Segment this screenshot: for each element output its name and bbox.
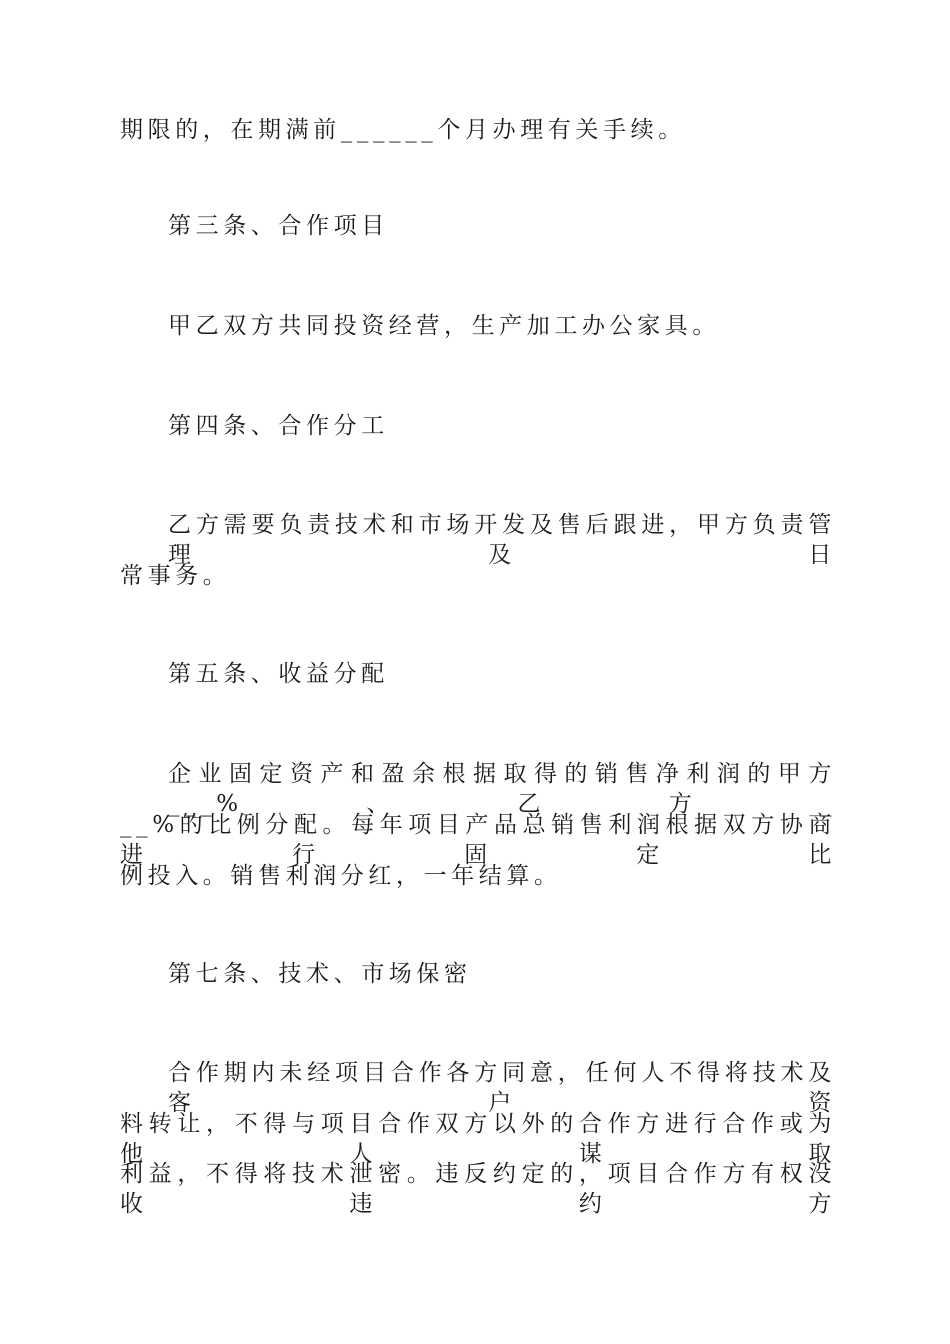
section-heading-5: 第五条、收益分配 [168, 661, 389, 687]
section-heading-7: 第七条、技术、市场保密 [168, 961, 472, 987]
paragraph-line: 企业固定资产和盈余根据取得的销售净利润的甲方___%、乙方_ [168, 761, 836, 817]
paragraph-line: 利益，不得将技术泄密。违反约定的，项目合作方有权没收违约方 [120, 1161, 836, 1217]
paragraph-line: 料转让，不得与项目合作双方以外的合作方进行合作或为他人谋取 [120, 1111, 836, 1167]
paragraph-line: __%的比例分配。每年项目产品总销售利润根据双方协商进行固定比 [120, 812, 836, 868]
paragraph-line: 乙方需要负责技术和市场开发及售后跟进，甲方负责管理及日 [168, 512, 836, 568]
paragraph-line: 期限的，在期满前______个月办理有关手续。 [120, 117, 686, 143]
paragraph-line: 甲乙双方共同投资经营，生产加工办公家具。 [168, 313, 720, 339]
paragraph-line: 常事务。 [120, 563, 231, 589]
section-heading-4: 第四条、合作分工 [168, 413, 389, 439]
paragraph-line: 例投入。销售利润分红，一年结算。 [120, 863, 562, 889]
paragraph-line: 合作期内未经项目合作各方同意，任何人不得将技术及客户资 [168, 1060, 836, 1116]
section-heading-3: 第三条、合作项目 [168, 213, 389, 239]
